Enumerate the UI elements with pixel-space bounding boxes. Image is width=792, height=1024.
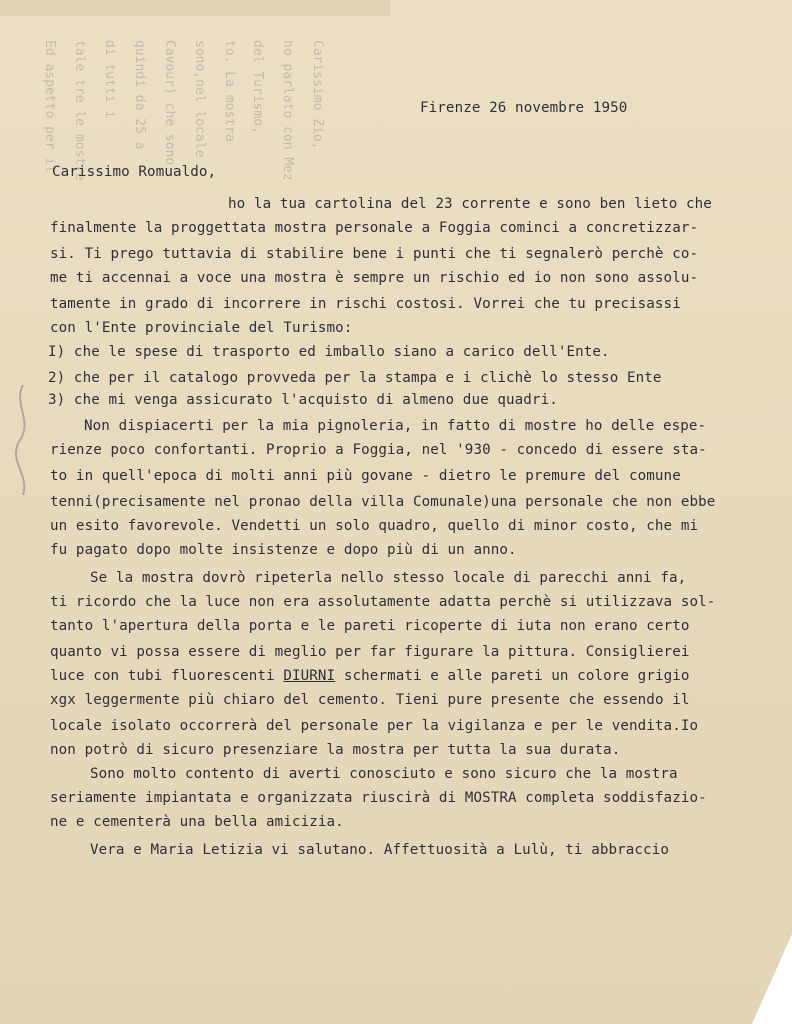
paper-strip [0, 0, 390, 16]
underlined-word: DIURNI [283, 668, 336, 684]
letter-line: non potrò di sicuro presenziare la mostra per tutta la sua durata. [50, 742, 621, 758]
letter-salutation: Carissimo Romualdo, [52, 164, 217, 180]
letter-line: locale isolato occorrerà del personale per la vigilanza e per le vendita.Io [50, 718, 699, 734]
letter-line [50, 668, 690, 684]
letter-line: ti ricordo che la luce non era assolutamente adatta perchè si utilizzava sol- [50, 594, 716, 610]
letter-line: I) che le spese di trasporto ed imballo siano a carico dell'Ente. [48, 344, 610, 360]
letter-line: tenni(precisamente nel pronao della villa Comunale)una personale che non ebbe [50, 494, 716, 510]
letter-date: Firenze 26 novembre 1950 [420, 100, 628, 116]
letter-line: con l'Ente provinciale del Turismo: [50, 320, 353, 336]
letter-line: Vera e Maria Letizia vi salutano. Affettuosità a Lulù, ti abbraccio [90, 842, 669, 858]
letter-line: Sono molto contento di averti conosciuto e sono sicuro che la mostra [90, 766, 678, 782]
struck-word: xgx [50, 692, 76, 708]
letter-line: me ti accennai a voce una mostra è sempre un rischio ed io non sono assolu- [50, 270, 699, 286]
letter-line-part: schermati e alle pareti un colore grigio [343, 668, 690, 684]
letter-line: un esito favorevole. Vendetti un solo quadro, quello di minor costo, che mi [50, 518, 699, 534]
torn-corner [752, 934, 792, 1024]
letter-line: quanto vi possa essere di meglio per far figurare la pittura. Consiglierei [50, 644, 690, 660]
letter-line: seriamente impiantata e organizzata riuscirà di MOSTRA completa soddisfazio- [50, 790, 707, 806]
signature-bleed [8, 380, 38, 500]
letter-line: ne e cementerà una bella amicizia. [50, 814, 344, 830]
letter-line: 3) che mi venga assicurato l'acquisto di almeno due quadri. [48, 392, 558, 408]
letter-line-part: leggermente più chiaro del cemento. Tieni pure presente che essendo il [84, 692, 690, 708]
letter-line: finalmente la proggettata mostra personale a Foggia cominci a concretizzar- [50, 220, 699, 236]
letter-line: rienze poco confortanti. Proprio a Foggia, nel '930 - concedo di essere sta- [50, 442, 707, 458]
letter-line: fu pagato dopo molte insistenze e dopo più di un anno. [50, 542, 517, 558]
letter-line: to in quell'epoca di molti anni più govane - dietro le premure del comune [50, 468, 681, 484]
letter-line: Non dispiacerti per la mia pignoleria, in fatto di mostre ho delle espe- [84, 418, 707, 434]
letter-line: Se la mostra dovrò ripeterla nello stesso locale di parecchi anni fa, [90, 570, 687, 586]
letter-line: ho la tua cartolina del 23 corrente e sono ben lieto che [228, 196, 712, 212]
letter-line [50, 692, 690, 708]
letter-line-part: luce con tubi fluorescenti [50, 668, 275, 684]
letter-line: 2) che per il catalogo provveda per la stampa e i clichè lo stesso Ente [48, 370, 662, 386]
show-through-text: Carissimo Zio, ho parlato con Mez del Turismo, to. La mostra sono,nel locale Cavour) che sono quindi da 25 a di tutti i tale tre le mostre Ed aspetto per il [42, 40, 325, 181]
letter-line: tamente in grado di incorrere in rischi costosi. Vorrei che tu precisassi [50, 296, 681, 312]
letter-line: si. Ti prego tuttavia di stabilire bene i punti che ti segnalerò perchè co- [50, 246, 699, 262]
letter-line: tanto l'apertura della porta e le pareti ricoperte di iuta non erano certo [50, 618, 690, 634]
